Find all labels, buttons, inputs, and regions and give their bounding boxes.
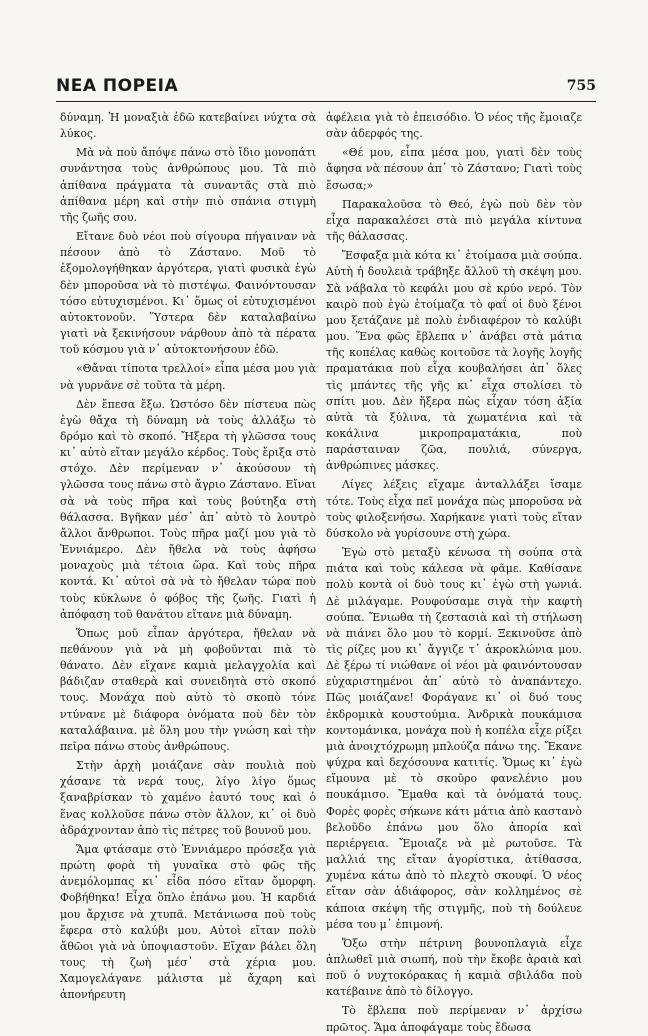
page-number: 755	[566, 78, 596, 94]
paragraph: Ἔσφαξα μιὰ κότα κι᾿ ἑτοίμασα μιὰ σούπα. Αὐτὴ ἡ δουλειὰ τράβηξε ἄλλοῦ τὴ σκέψη μου. Σὰ νάβαλα τὸ κεφάλι μου σὲ κρύο νερό. Τὸν καιρὸ ποὺ ἐγὼ ἑτοίμαζα τὸ φαΐ οἱ δυὸ ξένοι μου ξετάζανε μὲ πολὺ ἐνδιαφέρον τὸ καλύβι μου. Ἕνα φῶς ἔβλεπα ν᾿ ἀνάβει στὰ μάτια τῆς κοπέλας καθὼς κοιτοῦσε τὰ λογῆς λογῆς πραματάκια ποὺ εἶχα κουβαλήσει ἀπ᾿ ὅλες τὶς μπάντες τῆς γῆς κι᾿ εἶχα στολίσει τὸ σπίτι μου. Δὲν ἤξερα πὼς εἶχαν τόση ἀξία αὐτὰ τὰ ξύλινα, τὰ χωματένια καὶ τὰ κοκάλινα μικροπραματάκια, ποὺ παράσταιναν ζῶα, πουλιά, σύνεργα, ἀνθρώπινες μάσκες.	[326, 249, 582, 473]
paragraph: «Θἄναι τίποτα τρελλοί» εἶπα μέσα μου γιὰ νὰ γυρνᾶνε σὲ τοῦτα τὰ μέρη.	[60, 362, 316, 392]
paragraph: Τὸ ἔβλεπα ποὺ περίμεναν ν᾿ ἀρχίσω πρῶτος. Ἅμα ἀποφάγαμε τοὺς ἔδωσα	[326, 1004, 582, 1034]
paragraph: Ὄξω στὴν πέτρινη βουνοπλαγιὰ εἶχε ἁπλωθεῖ μιὰ σιωπή, ποὺ τὴν ἔκοβε ἀραιὰ καὶ ποῦ ὁ νυχτοκόρακας ἡ καμιὰ σβιλάδα ποὺ κατέβαινε ἀπὸ τὸ δίλογγο.	[326, 936, 582, 999]
paragraph: Λίγες λέξεις εἴχαμε ἀνταλλάξει ἴσαμε τότε. Τοὺς εἶχα πεῖ μονάχα πὼς μποροῦσα νὰ τοὺς φιλοξενήσω. Χαρήκανε γιατὶ τοὺς εἴταν δύσκολο νὰ γυρίσουνε στὴ χώρα.	[326, 478, 582, 540]
journal-title: ΝΕΑ ΠΟΡΕΙΑ	[56, 76, 179, 96]
right-column	[326, 110, 582, 1034]
paragraph: Παρακαλοῦσα τὸ Θεό, ἐγὼ ποὺ δὲν τὸν εἶχα παρακαλέσει στὰ πιὸ μεγάλα κίντυνα τῆς θάλασσας.	[326, 197, 582, 244]
paragraph: Ἐγὼ στὸ μεταξὺ κένωσα τὴ σούπα στὰ πιάτα καὶ τοὺς κάλεσα νὰ φᾶμε. Καθίσανε πολὺ κοντὰ οἱ δυὸ τους κι᾿ ἐγὼ στὴ γωνιά. Δὲ μιλάγαμε. Ρουφούσαμε σιγὰ τὴν καφτὴ σούπα. Ἔνιωθα τὴ ζεστασιὰ καὶ τὴ στήλωση νὰ πιάνει ὅλο μου τὸ κορμί. Ξεκινοῦσε ἀπὸ τὶς ρίζες μου κι᾿ ἄγγιζε τ᾿ ἀκροκλώνια μου. Δὲ ξέρω τί νιώθανε οἱ νέοι μὰ φαινόντουσαν εὐχαριστημένοι ἀπ᾿ αὐτὸ τὸ ἀναπάντεχο. Πῶς μοιάζανε! Φοράγανε κι᾿ οἱ δυό τους ἐκδρομικὰ κουστούμια. Ἀνδρικὰ πουκάμισα κοντομάνικα, μονάχα ποὺ ἡ κοπέλα εἶχε ρίξει μιὰ ἀνοιχτόχρωμη μπλούζα πάνω της. Ἔκανε ψύχρα καὶ δεχόσουνα κατιτίς. Ὅμως κι᾿ ἐγὼ εἴμουνα μὲ τὸ σκοῦρο φανελένιο μου πουκάμισο. Ἔμαθα καὶ τὰ ὀνόματά τους. Φορὲς φορὲς σήκωνε κάτι μάτια ἀπὸ καστανὸ βελοῦδο ἐπάνω μου ὅλο ἀπορία καὶ περιέργεια. Ἔμοιαζε νὰ μὲ ρωτοῦσε. Τὰ μαλλιά της εἴταν ἀγορίστικα, ἀτίθασσα, χυμένα κάτω ἀπὸ τὸ πλεχτὸ σκουφί. Ὁ νέος εἴταν σὰν ἀδιάφορος, σὰν κολλημένος σὲ κάποια σκέψη τῆς στιγμῆς, ποὺ τὴ δούλευε μέσα του μ᾿ ἐπιμονή.	[326, 546, 582, 931]
paragraph: ἀφέλεια γιὰ τὸ ἐπεισόδιο. Ὁ νέος τῆς ἔμοιαζε σὰν ἀδερφός της.	[326, 111, 582, 141]
paragraph: Ὅπως μοῦ εἶπαν ἀργότερα, ἤθελαν νὰ πεθάνουν γιὰ νὰ μὴ φοβοῦνται πιὰ τὸ θάνατο. Δὲν εἴχανε καμιὰ μελαγχολία καὶ βάδιζαν σταθερὰ καὶ συνειδητὰ στὸ σκοπό τους. Μονάχα ποὺ αὐτὸ τὸ σκοπὸ τόνε ντύνανε μὲ διάφορα ὀνόματα ποὺ δὲν τὸν καταλάβαινα. μὲ ὅλη μου τὴν γνώση καὶ τὴν πεῖρα πάνω στοὺς ἀνθρώπους.	[60, 626, 316, 753]
paragraph: Δὲν ἔπεσα ἔξω. Ὡστόσο δὲν πίστευα πὼς ἐγὼ θἄχα τὴ δύναμη νὰ τοὺς ἀλλάξω τὸ δρόμο καὶ τὸ σκοπό. Ἤξερα τὴ γλῶσσα τους κι᾿ αὐτὸ εἴταν μεγάλο κέρδος. Τοὺς ἔριξα στὸ στόχο. Δὲν περίμεναν ν᾿ ἀκούσουν τὴ γλῶσσα τους πάνω στὸ ἄγριο Ζάστανο. Εἴναι σὰ νὰ τοὺς πῆρα καὶ τοὺς βούτηξα στὴ θάλασσα. Βγῆκαν μέσ᾿ ἀπ᾿ αὐτὸ τὸ λουτρὸ ἄλλοι ἄνθρωποι. Τοὺς πῆρα μαζί μου γιὰ τὸ Ἐννιάμερο. Δὲν ἤθελα νὰ τοὺς ἀφήσω μοναχοὺς μιὰ τέτοια ὥρα. Καὶ τοὺς πῆρα κοντά. Κι᾿ αὐτοὶ σὰ νὰ τὸ ἤθελαν τώρα ποὺ τοὺς κύκλωνε ὁ φόβος τῆς ζωῆς. Γιατὶ ἡ ἀπόφαση τοῦ θανάτου εἴτανε μιὰ δύναμη.	[60, 397, 316, 621]
paragraph: Εἴτανε δυὸ νέοι ποὺ σίγουρα πήγαιναν νὰ πέσουν ἀπὸ τὸ Ζάστανο. Μοῦ τὸ ἐξομολογήθηκαν ἀργότερα, γιατὶ φυσικὰ ἐγὼ δὲν μποροῦσα νὰ τὸ πιστέψω. Φαινόντουσαν τόσο εὐτυχισμένοι. Κι᾿ ὅμως οἱ εὐτυχισμένοι αὐτοκτονοῦν. Ὕστερα δὲν καταλαβαίνω γιατὶ νὰ ξεκινήσουν νάρθουν ἀπὸ τὰ πέρατα τοῦ κόσμου γιὰ ν᾿ αὐτοκτονήσουν ἐδῶ.	[60, 230, 316, 357]
paragraph: Ἅμα φτάσαμε στὸ Ἐννιάμερο πρόσεξα γιὰ πρώτη φορὰ τὴ γυναῖκα στὸ φῶς τῆς ἀνεμόλομπας κι᾿ εἶδα πόσο εἴταν ὄμορφη. Φοβήθηκα! Εἶχα ὅπλο ἐπάνω μου. Ἡ καρδιά μου ἄρχισε νὰ χτυπᾶ. Μετάνιωσα ποὺ τοὺς ἔφερα στὸ καλύβι μου. Αὐτοὶ εἴταν πολὺ ἄθῶοι γιὰ νὰ ὑποψιαστοῦν. Εἴχαν βάλει ὅλη τους τὴ ζωὴ μέσ᾿ στὰ χέρια μου. Χαμογελάγανε μάλιστα μὲ ἄχαρη καὶ ἀπονήρευτη	[60, 842, 316, 1002]
header-rule	[56, 101, 596, 102]
paragraph: δύναμη. Ἡ μοναξιὰ ἐδῶ κατεβαίνει νύχτα σὰ λύκος.	[60, 111, 316, 141]
paragraph: Στὴν ἀρχὴ μοιάζανε σὰν πουλιὰ ποὺ χάσανε τὰ νερά τους, λίγο λίγο ὅμως ξαναβρίσκαν τὸ χαμένο ἑαυτό τους καὶ ὁ ἕνας κολλοῦσε πάνω στὸν ἄλλον, κι᾿ οἱ δυὸ ἀδράχνονταν ἀπὸ τὶς πέτρες τοῦ βουνοῦ μου.	[60, 759, 316, 837]
paragraph: «Θέ μου, εἶπα μέσα μου, γιατὶ δὲν τοὺς ἄφησα νὰ πέσουν ἀπ᾿ τὸ Ζάστανο; Γιατὶ τοὺς ἔσωσα;»	[326, 146, 582, 192]
left-column	[60, 110, 316, 1002]
paragraph: Μὰ νὰ ποὺ ἄπόψε πάνω στὸ ἴδιο μονοπάτι συνάντησα τοὺς ἀνθρώπους μου. Τὰ πιὸ ἀπίθανα πράγματα τὰ συναντᾶς στὰ πιὸ ἀπίθανα μέρη καὶ στὴν πιὸ σπάνια στιγμὴ τῆς ζωῆς σου.	[60, 146, 316, 224]
page-header	[56, 76, 596, 98]
